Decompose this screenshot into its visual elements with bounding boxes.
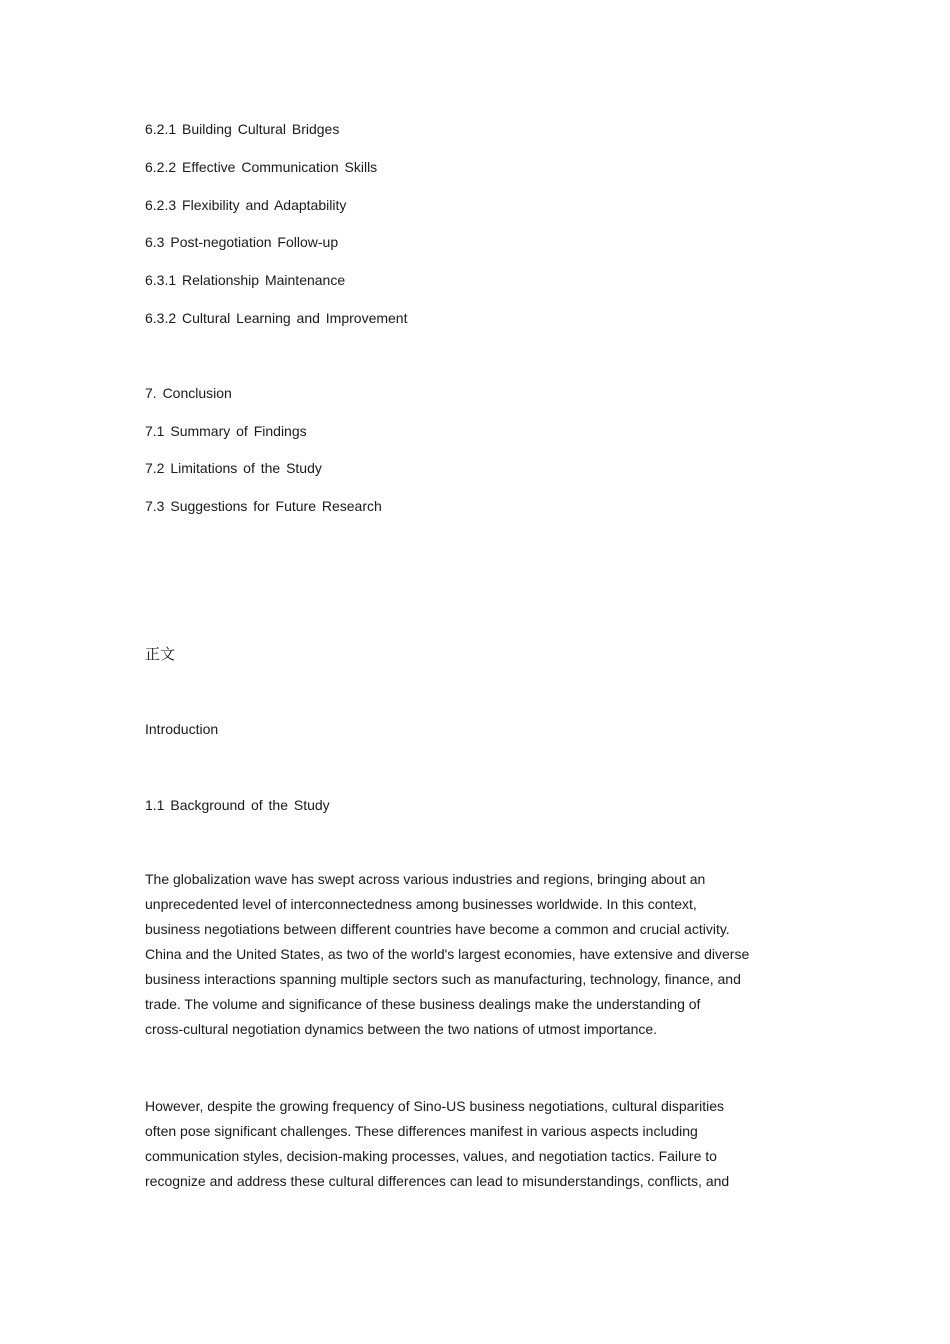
section-label: 正文 [145, 645, 176, 663]
toc-item: 6.3 Post-negotiation Follow-up [145, 234, 339, 250]
paragraph-line: often pose significant challenges. These differences manifest in various aspects including [145, 1123, 698, 1139]
toc-item: 6.3.2 Cultural Learning and Improvement [145, 310, 408, 326]
toc-item: 6.2.3 Flexibility and Adaptability [145, 197, 347, 213]
paragraph-line: cross-cultural negotiation dynamics between the two nations of utmost importance. [145, 1021, 658, 1037]
body-paragraph [145, 867, 805, 1042]
body-paragraph [145, 1094, 805, 1194]
paragraph-line: communication styles, decision-making processes, values, and negotiation tactics. Failure to [145, 1148, 717, 1164]
toc-item: 6.2.2 Effective Communication Skills [145, 159, 378, 175]
section-heading: Introduction [145, 721, 219, 737]
paragraph-line: business interactions spanning multiple sectors such as manufacturing, technology, finance, and [145, 971, 741, 987]
paragraph-line: China and the United States, as two of the world's largest economies, have extensive and diverse [145, 946, 750, 962]
paragraph-line: trade. The volume and significance of these business dealings make the understanding of [145, 996, 701, 1012]
paragraph-line: unprecedented level of interconnectedness among businesses worldwide. In this context, [145, 896, 697, 912]
toc-item: 6.3.1 Relationship Maintenance [145, 272, 346, 288]
toc-item: 7. Conclusion [145, 385, 232, 401]
paragraph-line: However, despite the growing frequency of Sino-US business negotiations, cultural disparities [145, 1098, 724, 1114]
toc-item: 7.3 Suggestions for Future Research [145, 498, 382, 514]
toc-item: 7.1 Summary of Findings [145, 423, 307, 439]
toc-item: 6.2.1 Building Cultural Bridges [145, 121, 340, 137]
toc-item: 7.2 Limitations of the Study [145, 460, 322, 476]
paragraph-line: recognize and address these cultural differences can lead to misunderstandings, conflicts, and [145, 1173, 730, 1189]
subsection-heading: 1.1 Background of the Study [145, 797, 330, 813]
paragraph-line: business negotiations between different countries have become a common and crucial activity. [145, 921, 730, 937]
paragraph-line: The globalization wave has swept across various industries and regions, bringing about an [145, 871, 706, 887]
